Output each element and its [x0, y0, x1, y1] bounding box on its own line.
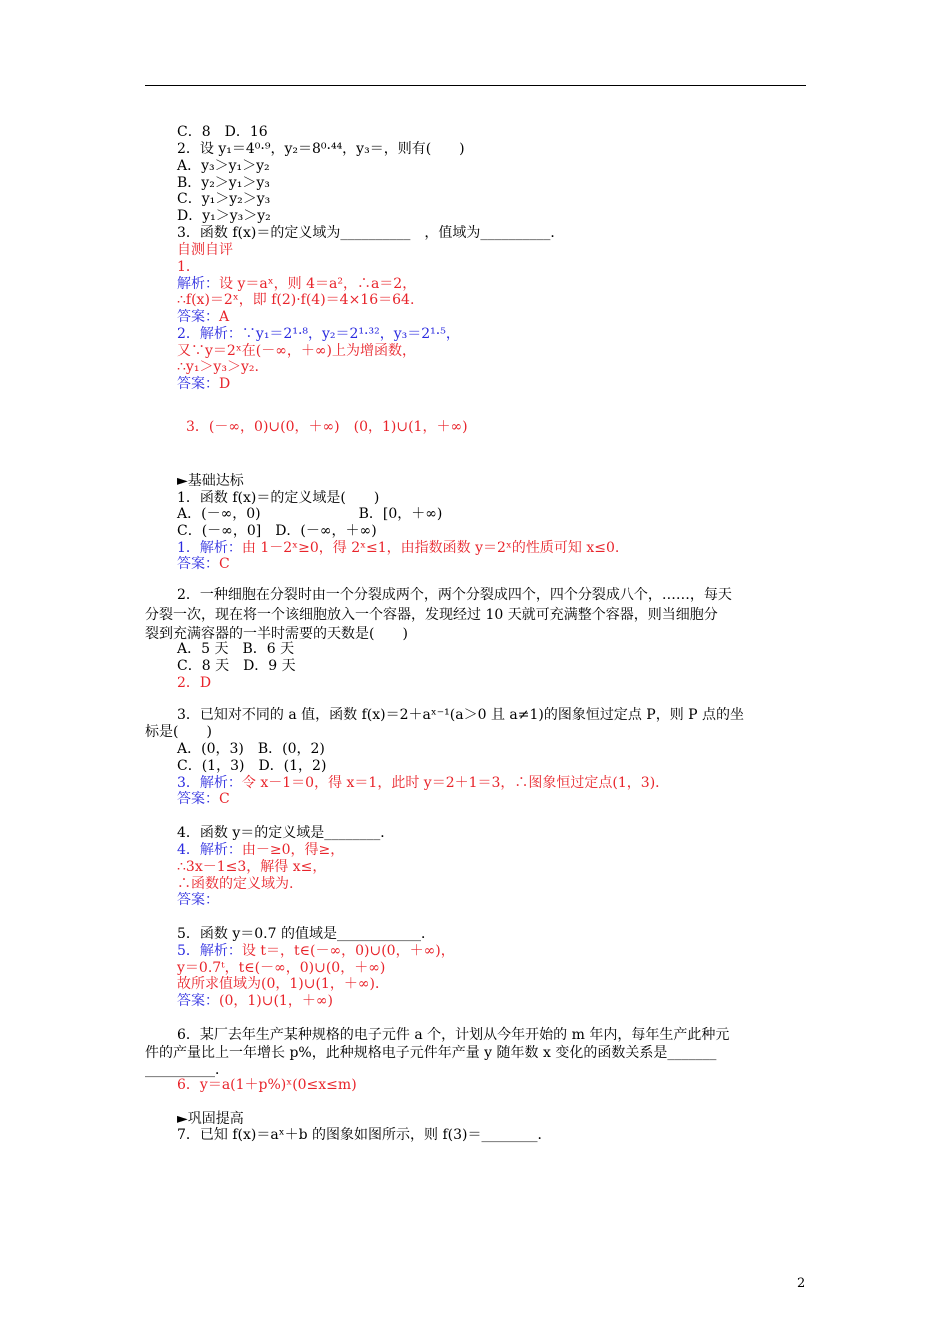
text-line: 分裂一次，现在将一个该细胞放入一个容器，发现经过 10 天就可充满整个容器，则当细胞分	[145, 607, 718, 623]
text-line: 2．设 y₁＝4⁰·⁹，y₂＝8⁰·⁴⁴，y₃＝，则有( )	[177, 141, 465, 157]
text-line: 4．函数 y＝的定义域是________．	[177, 825, 395, 841]
text-line: 3．已知对不同的 a 值，函数 f(x)＝2＋aˣ⁻¹(a＞0 且 a≠1)的图象恒过定点 P，则 P 点的坐	[177, 707, 745, 723]
text-line: 6．y＝a(1＋p%)ˣ(0≤x≤m)	[177, 1077, 357, 1093]
text-line: ∴函数的定义域为.	[177, 876, 294, 892]
text-line	[177, 943, 455, 960]
text-line: A．(0，3) B．(0，2)	[177, 741, 325, 757]
text-line: ∴y₁＞y₃＞y₂.	[177, 359, 259, 375]
text-line	[177, 276, 416, 293]
text-line: 件的产量比上一年增长 p%，此种规格电子元件年产量 y 随年数 x 变化的函数关系是_______	[145, 1045, 717, 1061]
text-line: A．5 天 B．6 天	[177, 641, 295, 657]
text-line	[177, 309, 229, 326]
line-label: 答案：	[177, 993, 219, 1009]
text-line: ►巩固提高	[177, 1111, 244, 1127]
text-line	[177, 775, 669, 792]
text-line: 2．D	[177, 675, 212, 691]
text-line: 5．函数 y＝0.7 的值域是____________．	[177, 926, 435, 942]
text-line: 1．函数 f(x)＝的定义域是( )	[177, 490, 380, 506]
line-label: 答案：	[177, 556, 219, 572]
text-line: y＝0.7ᵗ，t∈(－∞，0)∪(0，＋∞)	[177, 960, 386, 976]
text-line: 3．函数 f(x)＝的定义域为__________ ，值域为__________．	[177, 225, 565, 241]
text-line: __________．	[145, 1062, 229, 1078]
text-line: 2．一种细胞在分裂时由一个分裂成两个，两个分裂成四个，四个分裂成八个，……，每天	[177, 587, 732, 603]
line-label: 1．解析：	[177, 540, 242, 556]
line-body: D	[219, 376, 231, 392]
text-line: ∴f(x)＝2ˣ，即 f(2)·f(4)＝4×16＝64.	[177, 292, 415, 308]
text-line: C．(1，3) D．(1，2)	[177, 758, 327, 774]
text-line: C．y₁＞y₂＞y₃	[177, 191, 271, 207]
text-line: ►基础达标	[177, 473, 244, 489]
line-body: C	[219, 791, 230, 807]
text-line: 7．已知 f(x)＝aˣ＋b 的图象如图所示，则 f(3)＝________．	[177, 1127, 552, 1143]
line-label: 5．解析：	[177, 943, 242, 959]
text-line	[177, 791, 230, 808]
text-line: B．y₂＞y₁＞y₃	[177, 175, 270, 191]
line-label: 4．解析：	[177, 842, 242, 858]
text-line: ∴3x－1≤3，解得 x≤，	[177, 859, 327, 875]
line-label: 答案：	[177, 791, 219, 807]
text-line: C．(－∞，0] D．(－∞，＋∞)	[177, 523, 377, 539]
text-line: C．8 天 D．9 天	[177, 658, 296, 674]
text-line: D．y₁＞y₃＞y₂	[177, 208, 271, 224]
text-line	[177, 540, 619, 557]
text-line: 3．(－∞，0)∪(0，＋∞) (0，1)∪(1，＋∞)	[186, 419, 468, 435]
text-line: 自测自评	[177, 242, 233, 258]
text-line: C．8 D．16	[177, 124, 268, 140]
text-line: 标是( )	[145, 724, 212, 740]
line-label: 3．解析：	[177, 775, 242, 791]
line-body: A	[219, 309, 230, 325]
line-label: 答案：	[177, 376, 219, 392]
text-line: 6．某厂去年生产某种规格的电子元件 a 个，计划从今年开始的 m 年内，每年生产此种元	[177, 1027, 730, 1043]
text-line: 裂到充满容器的一半时需要的天数是( )	[145, 626, 408, 642]
line-body: (0，1)∪(1，＋∞)	[219, 993, 333, 1009]
text-line	[177, 842, 344, 859]
line-body: 由 1－2ˣ≥0，得 2ˣ≤1，由指数函数 y＝2ˣ的性质可知 x≤0.	[241, 540, 620, 556]
text-line: 2．解析：∵y₁＝2¹·⁸，y₂＝2¹·³²，y₃＝2¹·⁵，	[177, 326, 460, 342]
text-line: 又∵y＝2ˣ在(－∞，＋∞)上为增函数，	[177, 343, 416, 359]
text-line: A．y₃＞y₁＞y₂	[177, 158, 270, 174]
line-body: 设 y＝aˣ，则 4＝a²，∴a＝2，	[219, 276, 417, 292]
page-number: 2	[797, 1276, 806, 1291]
header-rule	[145, 85, 806, 86]
line-label: 解析：	[177, 276, 219, 292]
line-label: 答案：	[177, 309, 219, 325]
text-line	[177, 993, 333, 1010]
text-line	[177, 376, 230, 393]
line-body: 设 t＝，t∈(－∞，0)∪(0，＋∞)，	[241, 943, 455, 959]
text-line: 1．	[177, 259, 200, 275]
text-line	[177, 556, 230, 573]
text-line: 答案：	[177, 892, 219, 908]
line-body: 由－≥0，得≥，	[241, 842, 345, 858]
line-body: 令 x－1＝0，得 x＝1，此时 y＝2＋1＝3，∴图象恒过定点(1，3)．	[241, 775, 670, 791]
line-body: C	[219, 556, 230, 572]
text-line: A．(－∞，0) B．[0，＋∞)	[177, 506, 443, 522]
text-line: 故所求值域为(0，1)∪(1，＋∞)．	[177, 976, 389, 992]
